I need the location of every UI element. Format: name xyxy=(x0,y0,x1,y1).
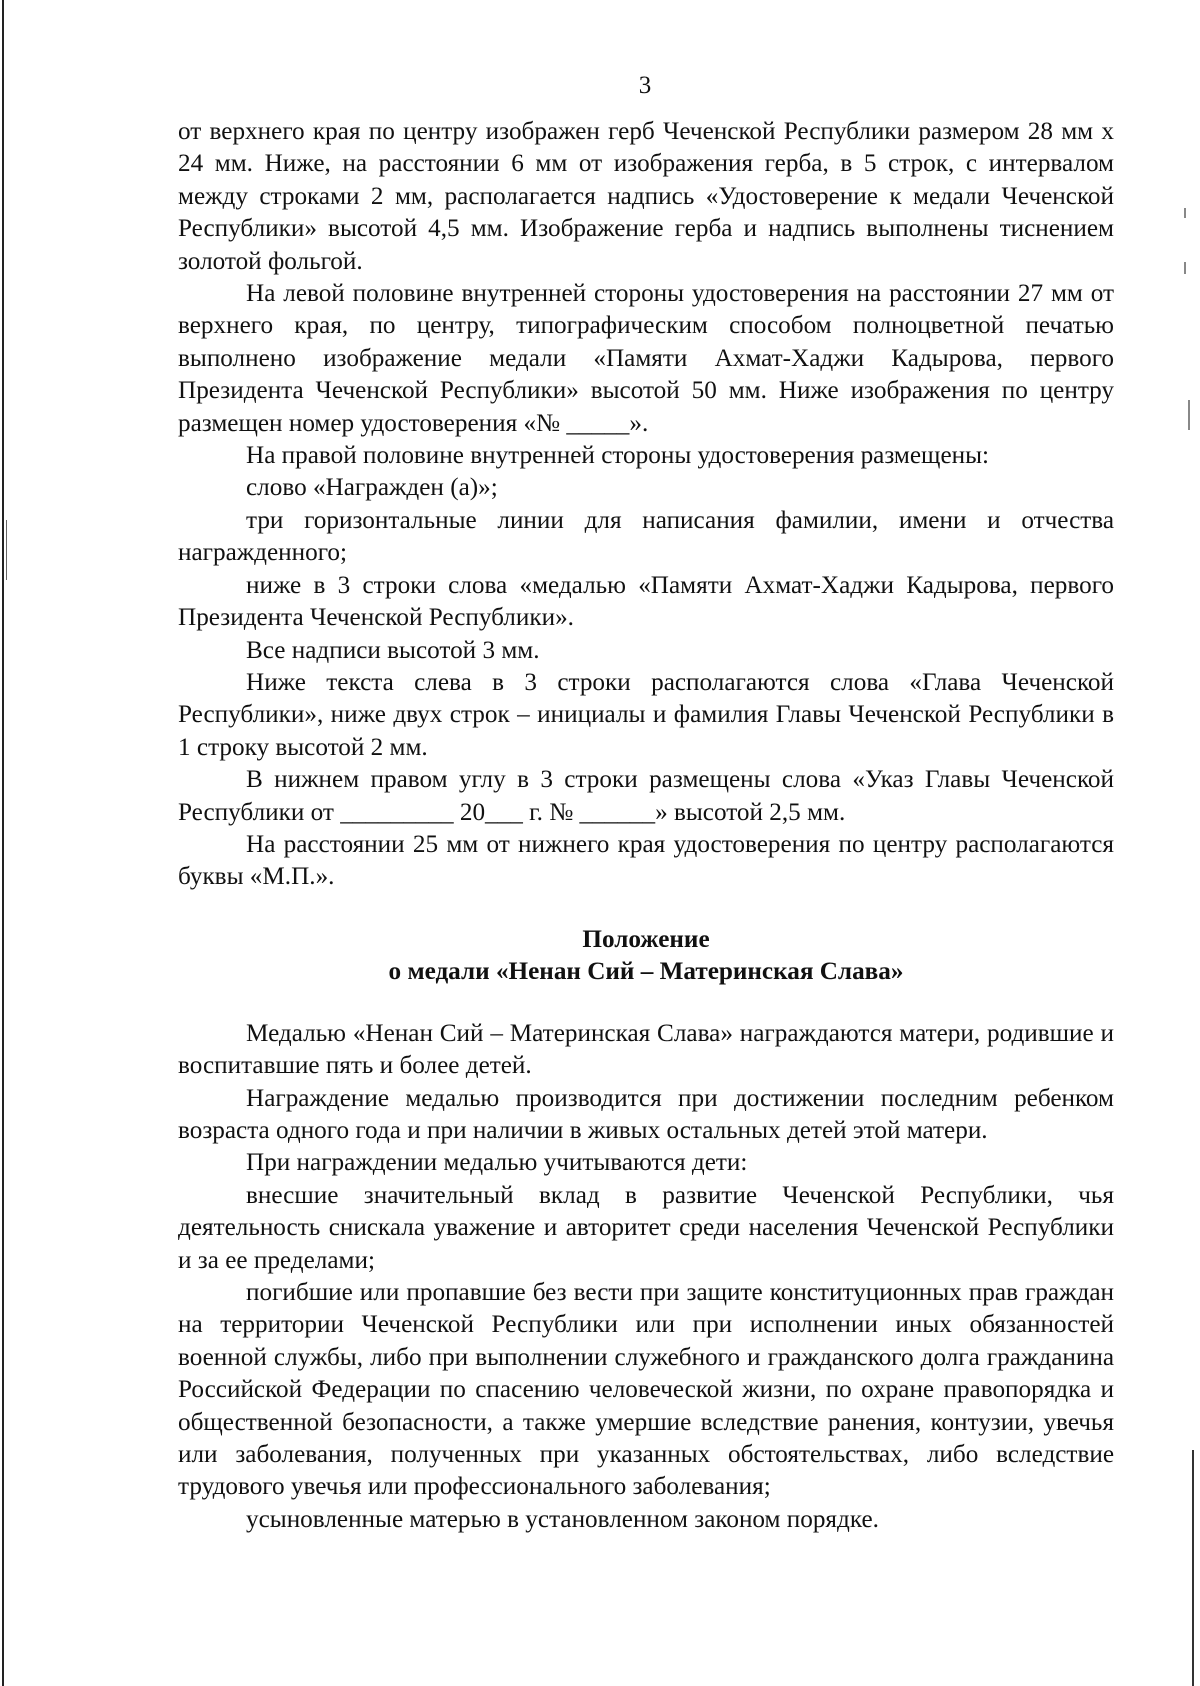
scan-speck xyxy=(1188,400,1190,430)
scan-mark-left xyxy=(6,520,7,580)
scan-edge-left xyxy=(2,0,4,1686)
paragraph: Медалью «Ненан Сий – Материнская Слава» награждаются матери, родившие и воспитавшие пять и более детей. xyxy=(178,1019,1114,1080)
paragraph: слово «Награжден (а)»; xyxy=(246,474,498,502)
scan-edge-right xyxy=(1192,1450,1194,1686)
paragraph: Награждение медалью производится при достижении последним ребенком возраста одного года и при наличии в живых остальных детей этой матери. xyxy=(178,1084,1114,1144)
paragraph: В нижнем правом углу в 3 строки размещены слова «Указ Главы Чеченской Республики от _________ 20___ г. № ______» высотой 2,5 мм. xyxy=(178,766,1114,826)
document-body xyxy=(178,116,1114,1536)
paragraph: На левой половине внутренней стороны удостоверения на расстоянии 27 мм от верхнего края, по центру, типографическим способом полноцветной печатью выполнено изображение медали «Памяти Ахмат-Хаджи Кадырова, первого Президента Чеченской Республики» высотой 50 мм. Ниже изображения по центру размещен номер удостоверения «№ _____». xyxy=(178,280,1114,437)
heading-line-2: о медали «Ненан Сий – Материнская Слава» xyxy=(388,957,904,985)
paragraph: ниже в 3 строки слова «медалью «Памяти Ахмат-Хаджи Кадырова, первого Президента Чеченской Республики». xyxy=(178,571,1114,632)
paragraph: внесшие значительный вклад в развитие Чеченской Республики, чья деятельность снискала уважение и авторитет среди населения Чеченской Республики и за ее пределами; xyxy=(178,1181,1114,1274)
heading-line-1: Положение xyxy=(582,925,710,953)
section-heading xyxy=(178,924,1114,988)
paragraph: На правой половине внутренней стороны удостоверения размещены: xyxy=(246,442,990,470)
section-certificate-description xyxy=(178,116,1114,894)
paragraph: три горизонтальные линии для написания фамилии, имени и отчества награжденного; xyxy=(178,506,1114,567)
paragraph: усыновленные матерью в установленном законом порядке. xyxy=(246,1505,879,1533)
scan-speck xyxy=(1184,262,1186,274)
page-number: 3 xyxy=(638,72,652,99)
section-medal-regulation xyxy=(178,1018,1114,1537)
paragraph: от верхнего края по центру изображен герб Чеченской Республики размером 28 мм х 24 мм. Ниже, на расстоянии 6 мм от изображения герба, в 5 строк, с интервалом между строками 2 мм, располагается надпись «Удостоверение к медали Чеченской Республики» высотой 4,5 мм. Изображение герба и надпись выполнены тиснением золотой фольгой. xyxy=(178,118,1114,275)
paragraph: погибшие или пропавшие без вести при защите конституционных прав граждан на территории Чеченской Республики или при исполнении иных обязанностей военной службы, либо при выполнении служебного и гражданского долга гражданина Российской Федерации по спасению человеческой жизни, по охране правопорядка и общественной безопасности, а также умершие вследствие ранения, контузии, увечья или заболевания, полученных при указанных обстоятельствах, либо вследствие трудового увечья или профессионального заболевания; xyxy=(178,1279,1114,1501)
paragraph: Ниже текста слева в 3 строки располагаются слова «Глава Чеченской Республики», ниже двух строк – инициалы и фамилия Главы Чеченской Республики в 1 строку высотой 2 мм. xyxy=(178,668,1114,761)
scan-speck xyxy=(1184,208,1186,218)
paragraph: При награждении медалью учитываются дети: xyxy=(246,1149,748,1177)
paragraph: На расстоянии 25 мм от нижнего края удостоверения по центру располагаются буквы «М.П.». xyxy=(178,830,1114,891)
paragraph: Все надписи высотой 3 мм. xyxy=(246,636,540,664)
